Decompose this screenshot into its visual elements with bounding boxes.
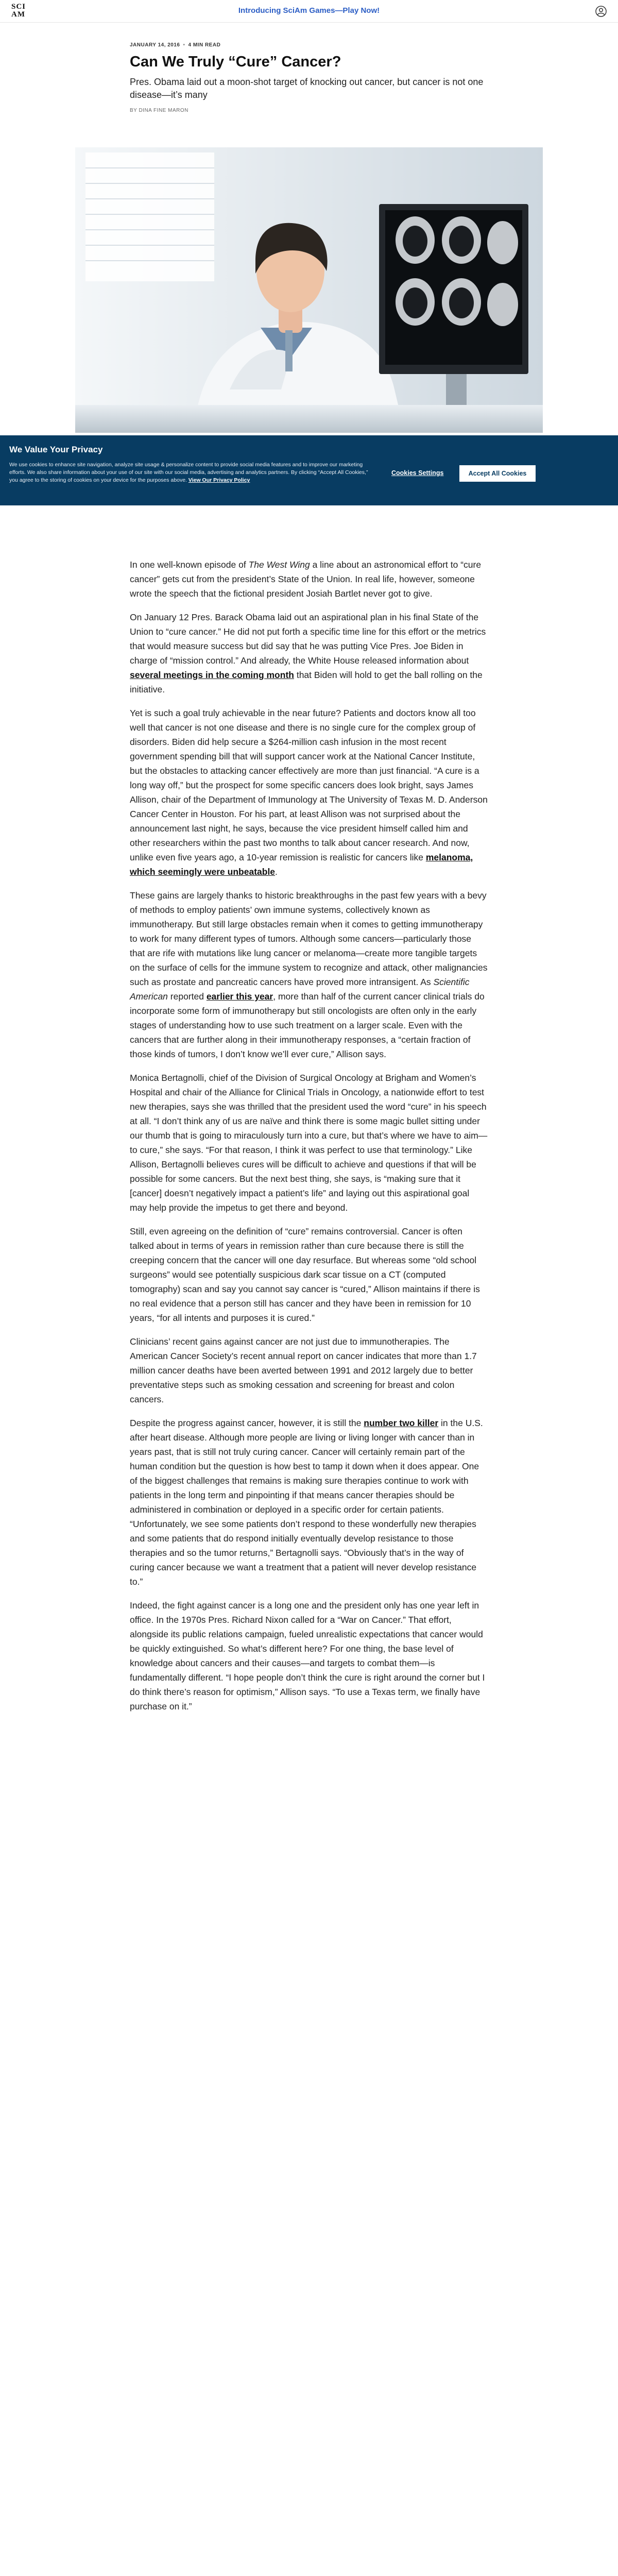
- hero-image-doctor-viewing-scans: [75, 147, 543, 433]
- privacy-policy-link[interactable]: View Our Privacy Policy: [188, 477, 250, 483]
- accept-all-cookies-button[interactable]: Accept All Cookies: [459, 465, 536, 482]
- article-meta: JANUARY 14, 2016 • 4 MIN READ: [130, 42, 221, 48]
- article-header: [130, 42, 488, 113]
- inline-link[interactable]: several meetings in the coming month: [130, 670, 294, 680]
- cookie-title: We Value Your Privacy: [9, 445, 103, 454]
- cookie-description: We use cookies to enhance site navigation, analyze site usage & personalize content to provide social media features and to improve our marketing efforts. We also share information about your use of our site with our social media, advertising and analytics partners. By clicking “Accept All Cookies,” you agree to the storing of cookies on your device for the purposes above.: [9, 462, 368, 483]
- paragraph: Monica Bertagnolli, chief of the Division of Surgical Oncology at Brigham and Women’s Hospital and chair of the Alliance for Clinical Trials in Oncology, a nationwide effort to test new therapies, says she was thrilled that the president used the word “cure” in his speech at all. “I don’t think any of us are naïve and think there is some magic bullet sitting under our thumb that is going to miraculously turn into a cure, but that’s where we have to aim—to cure,” she says. “For that reason, I think it was perfect to use that terminology.” Like Allison, Bertagnolli believes cures will be difficult to achieve and questions if that will be possible for some cancers. But the next best thing, she says, is “making sure that it [cancer] doesn’t negatively impact a patient’s life” and laying out this aspirational goal may help provide the impetus to get there and beyond.: [130, 1073, 488, 1213]
- paragraph: Indeed, the fight against cancer is a long one and the president only has one year left in office. In the 1970s Pres. Richard Nixon called for a “War on Cancer.” That effort, alongside its public relations campaign, fueled unrealistic expectations that cancer would be quickly extinguished. So what’s different here? For one thing, the base level of knowledge about cancers and their causes—and targets to combat them—is fundamentally different. “I hope people don’t think the cure is right around the corner but I do think there’s reason for optimism,” Allison says. “To use a Texas term, we finally have purchase on it.”: [130, 1600, 485, 1711]
- article-byline[interactable]: BY DINA FINE MARON: [130, 108, 188, 113]
- article-dek: Pres. Obama laid out a moon-shot target of knocking out cancer, but cancer is not one disease—it’s many: [130, 77, 484, 100]
- paragraph: Despite the progress against cancer, however, it is still the number two killer in the U.S. after heart disease. Although more people are living or living longer with cancer than in years past, that is still not truly curing cancer. Cancer will certainly remain part of the human condition but the question is how best to tamp it down when it does appear. One of the biggest challenges that remains is making sure therapies continue to work with patients in the long term and pinpointing if that means cancer therapies should be administered in combination or deployed in a specific order for certain patients. “Unfortunately, we see some patients don’t respond to these wonderfully new therapies and some patients that do respond initially eventually develop resistance to those therapies and so the tumor returns,” Bertagnolli says. “Obviously that’s in the way of curing cancer because we want a treatment that a patient will never develop resistance to.”: [130, 1418, 483, 1587]
- window-blinds: [85, 152, 214, 281]
- read-time: 4 MIN READ: [188, 42, 221, 48]
- publish-date: JANUARY 14, 2016: [130, 42, 180, 48]
- paragraph: These gains are largely thanks to historic breakthroughs in the past few years with a bevy of methods to employ patients’ own immune systems, collectively known as immunotherapy. But still large obstacles remain when it comes to getting immunotherapy to work for many different types of tumors. Although some cancers—particularly those that are rife with mutations like lung cancer or melanoma—create more tangible targets on the surface of cells for the immune system to recognize and attack, other malignancies such as prostate and pancreatic cancers have proved more intransigent. As Scientific American reported earlier this year, more than half of the current cancer clinical trials do incorporate some form of immunotherapy but still oncologists are often only in the early stages of understanding how to use such treatment on a larger scale. Even with the cancers that are further along in their immunotherapy responses, a “certain fraction of those kinds of tumors, I don’t know we’ll ever cure,” Allison says.: [130, 890, 488, 1059]
- article-headline: Can We Truly “Cure” Cancer?: [130, 54, 341, 70]
- logo-line-2: AM: [11, 10, 25, 19]
- cookie-settings-link[interactable]: Cookies Settings: [391, 469, 444, 477]
- inline-link[interactable]: earlier this year: [206, 991, 273, 1002]
- inline-link[interactable]: number two killer: [364, 1418, 439, 1428]
- cookie-consent-banner: [0, 435, 618, 505]
- inline-link[interactable]: melanoma, which seemingly were unbeatable: [130, 852, 473, 877]
- paragraph: In one well-known episode of The West Wing a line about an astronomical effort to “cure cancer” gets cut from the president’s State of the Union. In real life, however, someone wrote the speech that the fictional president Josiah Bartlet never got to give.: [130, 560, 482, 599]
- cookie-text: [9, 461, 370, 484]
- paragraph: Yet is such a goal truly achievable in the near future? Patients and doctors know all too well that cancer is not one disease and there is no single cure for the complex group of disorders. Biden did help secure a $264-million cash infusion in the most recent government spending bill that will support cancer work at the National Cancer Institute, but the obstacles to attacking cancer effectively are more than just financial. “A cure is a long way off,” but the prospect for some specific cancers does look bright, says James Allison, chair of the Department of Immunology at The University of Texas M. D. Anderson Cancer Center in Houston. For his part, at least Allison was not surprised about the announcement last night, he says, because the vice president himself called him and other researchers within the past two months to talk about cancer research. And now, unlike even five years ago, a 10-year remission is realistic for cancers like melanoma, which seemingly were unbeatable.: [130, 708, 488, 877]
- logo-line-1: SCI: [11, 3, 26, 11]
- site-header: [0, 0, 618, 23]
- account-icon[interactable]: [595, 6, 607, 17]
- paragraph: On January 12 Pres. Barack Obama laid out an aspirational plan in his final State of the Union to “cure cancer.” He did not put forth a specific time line for this effort or the metrics that would measure success but did say that he was putting Vice Pres. Joe Biden in charge of “mission control.” And already, the White House released information about several meetings in the coming month that Biden will hold to get the ball rolling on the initiative.: [130, 612, 486, 694]
- paragraph: Clinicians’ recent gains against cancer are not just due to immunotherapies. The American Cancer Society’s recent annual report on cancer indicates that more than 1.7 million cancer deaths have been averted between 1991 and 2012 largely due to better preventative steps such as smoking cessation and screening for breast and colon cancers.: [130, 1336, 477, 1404]
- article-body: [130, 557, 488, 1723]
- games-promo-link[interactable]: Introducing SciAm Games—Play Now!: [238, 6, 380, 15]
- paragraph: Still, even agreeing on the definition of “cure” remains controversial. Cancer is often talked about in terms of years in remission rather than cure because there is still the creeping concern that the cancer will one day resurface. But whereas some “old school surgeons” would see potentially suspicious dark scar tissue on a CT (computed tomography) scan and say you cannot say cancer is “cured,” Allison maintains if there is no real evidence that a person still has cancer and they have been in remission for 10 years, “for all intents and purposes it is cured.”: [130, 1226, 480, 1323]
- hero-illustration: [75, 147, 543, 433]
